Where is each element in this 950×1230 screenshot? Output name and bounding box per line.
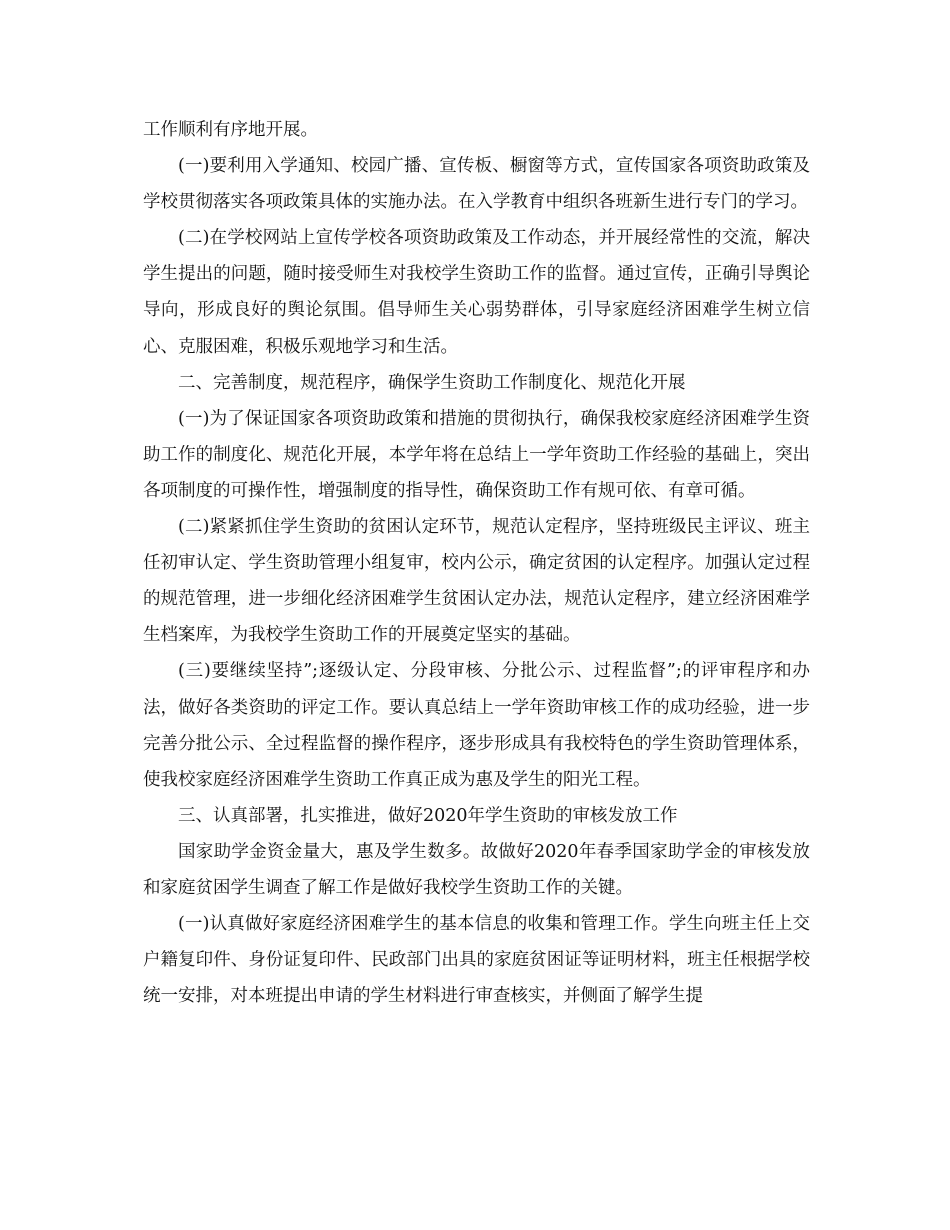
paragraph-continuation: 工作顺利有序地开展。 <box>143 120 318 140</box>
paragraph-system-2: (二)紧紧抓住学生资助的贫困认定环节，规范认定程序，坚持班级民主评议、班主任初审认定、学生资助管理小组复审，校内公示，确定贫困的认定程序。加强认定过程的规范管理，进一步细化经济困难学生贫困认定办法，规范认定程序，建立经济困难学生档案库，为我校学生资助工作的开展奠定坚实的基础。 <box>143 517 810 646</box>
paragraph-grant-1: (一)认真做好家庭经济困难学生的基本信息的收集和管理工作。学生向班主任上交户籍复印件、身份证复印件、民政部门出具的家庭贫困证等证明材料，班主任根据学校统一安排，对本班提出申请的学生材料进行审查核实，并侧面了解学生提 <box>143 914 810 1007</box>
document-body <box>143 112 810 1014</box>
paragraph-publicity-1: (一)要利用入学通知、校园广播、宣传板、橱窗等方式，宣传国家各项资助政策及学校贯彻落实各项政策具体的实施办法。在入学教育中组织各班新生进行专门的学习。 <box>143 156 810 213</box>
paragraph-system-1: (一)为了保证国家各项资助政策和措施的贯彻执行，确保我校家庭经济困难学生资助工作的制度化、规范化开展，本学年将在总结上一学年资助工作经验的基础上，突出各项制度的可操作性，增强制度的指导性，确保资助工作有规可依、有章可循。 <box>143 408 810 501</box>
paragraph-system-3: (三)要继续坚持”;逐级认定、分段审核、分批公示、过程监督”;的评审程序和办法，做好各类资助的评定工作。要认真总结上一学年资助审核工作的成功经验，进一步完善分批公示、全过程监督的操作程序，逐步形成具有我校特色的学生资助管理体系，使我校家庭经济困难学生资助工作真正成为惠及学生的阳光工程。 <box>143 661 810 790</box>
section-heading-3: 三、认真部署，扎实推进，做好2020年学生资助的审核发放工作 <box>178 805 678 826</box>
paragraph-publicity-2: (二)在学校网站上宣传学校各项资助政策及工作动态，并开展经常性的交流，解决学生提出的问题，随时接受师生对我校学生资助工作的监督。通过宣传，正确引导舆论导向，形成良好的舆论氛围。倡导师生关心弱势群体，引导家庭经济困难学生树立信心、克服困难，积极乐观地学习和生活。 <box>143 228 810 357</box>
paragraph-grant-intro: 国家助学金资金量大，惠及学生数多。故做好2020年春季国家助学金的审核发放和家庭贫困学生调查了解工作是做好我校学生资助工作的关键。 <box>143 841 810 898</box>
section-heading-2: 二、完善制度，规范程序，确保学生资助工作制度化、规范化开展 <box>178 372 686 393</box>
